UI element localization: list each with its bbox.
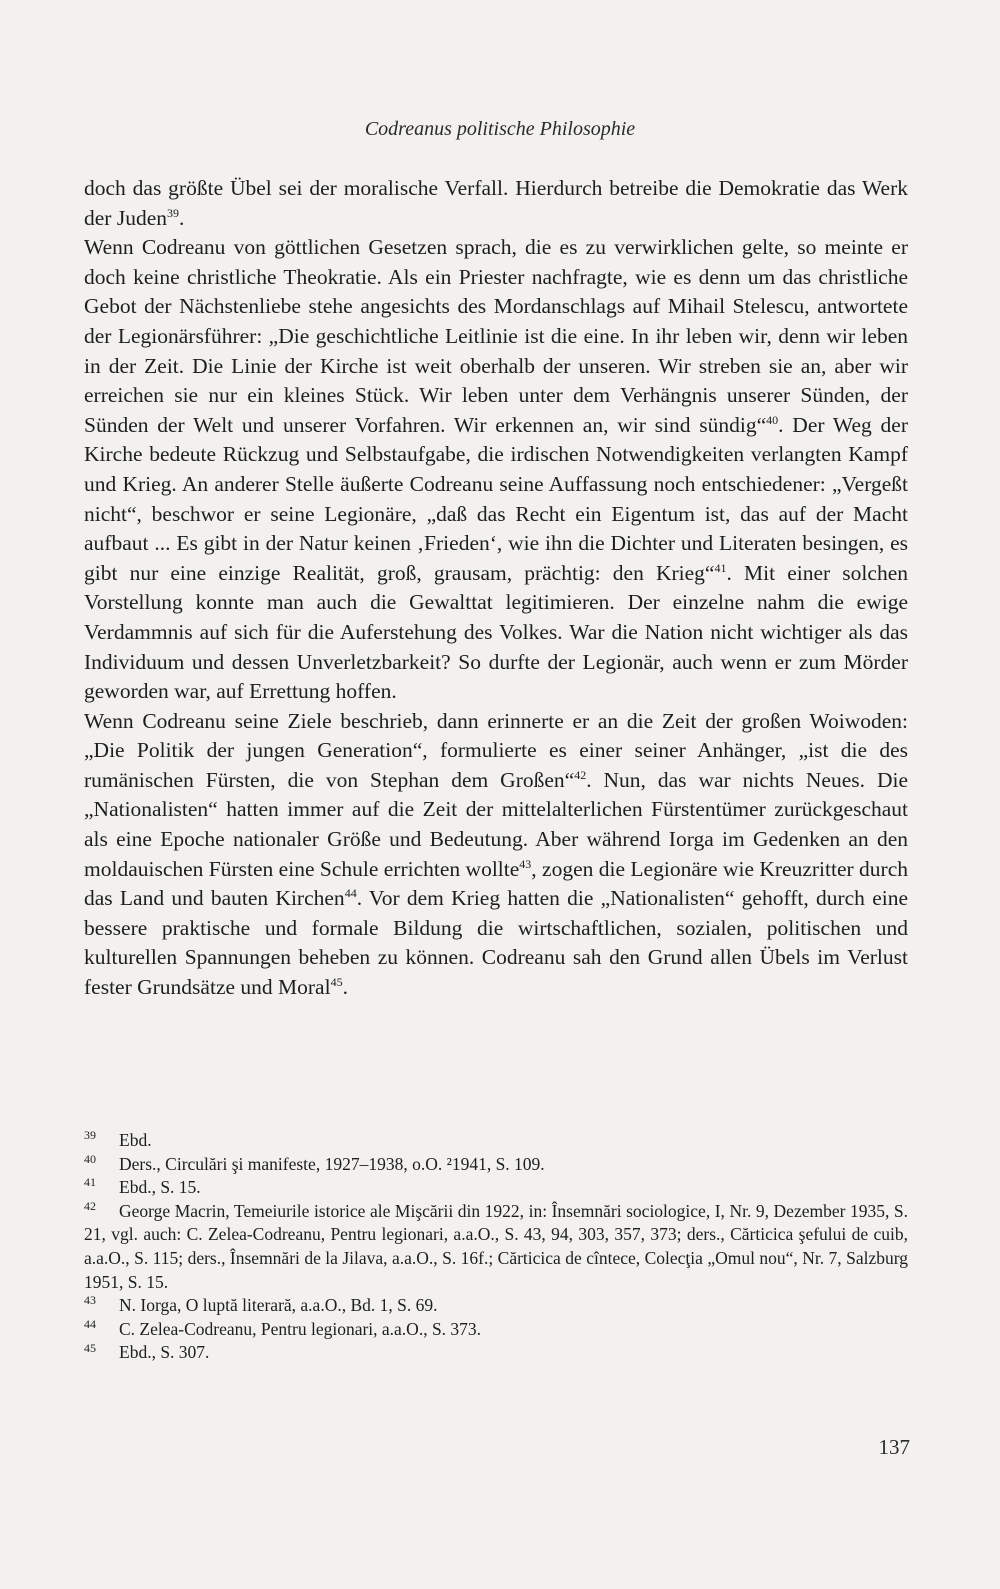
paragraph-text: . (342, 975, 348, 1000)
footnotes (84, 1129, 908, 1365)
paragraph-text: . Mit einer solchen Vorstellung konnte man auch die Gewalttat legitimieren. Der einzelne nahm die ewige Verdammnis auf sich für die Auferstehung des Volkes. War die Nation nicht wichtiger als das Individuum und dessen Unverletzbarkeit? So durfte der Legionär, auch wenn er zum Mörder geworden war, auf Errettung hoffen. (84, 560, 908, 704)
footnote-reference: 44 (344, 886, 357, 901)
paragraph-text: Wenn Codreanu von göttlichen Gesetzen sprach, die es zu verwirklichen gelte, so meinte er doch keine christliche Theokratie. Als ein Priester nachfragte, wie es denn um das christliche Gebot der Nächstenliebe stehe angesichts des Mordanschlags auf Mihail Stelescu, antwortete der Legionärsführer: „Die geschichtliche Leitlinie ist die eine. In ihr leben wir, denn wir leben in der Zeit. Die Linie der Kirche ist weit oberhalb der unseren. Wir streben sie an, aber wir erreichen sie nur ein kleines Stück. Wir leben unter dem Verhängnis unserer Sünden, der Sünden der Welt und unserer Vorfahren. Wir erkennen an, wir sind sündig“ (84, 235, 908, 437)
paragraph-text: doch das größte Übel sei der moralische Verfall. Hierdurch betreibe die Demokratie das Werk der Juden (84, 176, 908, 230)
paragraph-text: . (179, 205, 185, 230)
footnote-reference: 39 (167, 205, 179, 220)
footnote-reference: 42 (574, 767, 587, 782)
footnote-reference: 43 (519, 856, 532, 871)
page-number: 137 (878, 1435, 910, 1459)
footnote-reference: 40 (766, 412, 779, 427)
footnote-text: Ders., Circulări şi manifeste, 1927–1938, o.O. ²1941, S. 109. (119, 1153, 545, 1174)
footnote: 40 Ders., Circulări şi manifeste, 1927–1938, o.O. ²1941, S. 109. (84, 1151, 545, 1174)
footnote-text: Ebd., S. 307. (119, 1342, 210, 1363)
paragraph-text: Wenn Codreanu seine Ziele beschrieb, dann erinnerte er an die Zeit der großen Woiwoden: „Die Politik der jungen Generation“, formulierte es einer seiner Anhänger, „ist die des rumänischen Fürsten, die von Stephan dem Großen“ (84, 708, 908, 792)
paragraph-text: . Nun, das war nichts Neues. Die „Nationalisten“ hatten immer auf die Zeit der mittelalterlichen Fürstentümer zurückgeschaut als eine Epoche nationaler Größe und Bedeutung. Aber während Iorga im Gedenken an den moldauischen Fürsten eine Schule errichten wollte (84, 767, 908, 881)
footnote: 43 N. Iorga, O luptă literară, a.a.O., Bd. 1, S. 69. (84, 1293, 438, 1316)
footnote-reference: 41 (714, 560, 727, 575)
footnote-text: Ebd. (119, 1130, 152, 1150)
paragraph-text: . Vor dem Krieg hatten die „Nationalisten“ gehofft, durch eine bessere praktische und formale Bildung die wirtschaftlichen, sozialen, politischen und kulturellen Spannungen beheben zu können. Codreanu sah den Grund allen Übels im Verlust fester Grundsätze und Moral (84, 886, 908, 1000)
footnote-text: George Macrin, Temeiurile istorice ale Mişcării din 1922, in: Însemnări sociologice, I, Nr. 9, Dezember 1935, S. 21, vgl. auch: C. Zelea-Codreanu, Pentru legionari, a.a.O., S. 43, 94, 303, 357, 373; ders., Cărticica şefului de cuib, a.a.O., S. 115; ders., Însemnări de la Jilava, a.a.O., S. 16f.; Cărticica de cîntece, Colecţia „Omul nou“, Nr. 7, Salzburg 1951, S. 15. (84, 1200, 908, 1292)
body-paragraph (84, 233, 908, 707)
footnote-reference: 45 (330, 974, 343, 989)
footnote: 45 Ebd., S. 307. (84, 1340, 210, 1363)
footnote-text: Ebd., S. 15. (119, 1177, 201, 1198)
body-paragraph (84, 174, 908, 233)
footnote-text: C. Zelea-Codreanu, Pentru legionari, a.a.O., S. 373. (119, 1318, 482, 1339)
paragraph-text: , zogen die Legionäre wie Kreuzritter durch das Land und bauten Kirchen (84, 856, 909, 911)
paragraph-text: . Der Weg der Kirche bedeute Rückzug und Selbstaufgabe, die irdischen Notwendigkeiten verlangten Kampf und Krieg. An anderer Stelle äußerte Codreanu seine Auffassung noch entschiedener: „Vergeßt nicht“, beschwor er seine Legionäre, „daß das Recht ein Eigentum ist, das auf der Macht aufbaut ... Es gibt in der Natur keinen ‚Frieden‘, wie ihn die Dichter und Literaten besingen, es gibt nur eine einzige Realität, groß, grausam, prächtig: den Krieg“ (84, 412, 908, 585)
footnote-text: N. Iorga, O luptă literară, a.a.O., Bd. 1, S. 69. (119, 1295, 438, 1316)
body-paragraph (84, 707, 908, 1003)
footnote: 39 Ebd. (84, 1128, 152, 1150)
footnote: 44 C. Zelea-Codreanu, Pentru legionari, a.a.O., S. 373. (84, 1316, 482, 1339)
running-header: Codreanus politische Philosophie (364, 118, 636, 140)
body-text (84, 174, 908, 1003)
footnote: 42 George Macrin, Temeiurile istorice ale Mişcării din 1922, in: Însemnări sociologice, I, Nr. 9, Dezember 1935, S. 21, vgl. auch: C. Zelea-Codreanu, Pentru legionari, a.a.O., S. 43, 94, 303, 357, 373; ders., Cărticica şefului de cuib, a.a.O., S. 115; ders., Însemnări de la Jilava, a.a.O., S. 16f.; Cărticica de cîntece, Colecţia „Omul nou“, Nr. 7, Salzburg 1951, S. 15. (84, 1198, 908, 1292)
footnote: 41 Ebd., S. 15. (84, 1175, 201, 1198)
